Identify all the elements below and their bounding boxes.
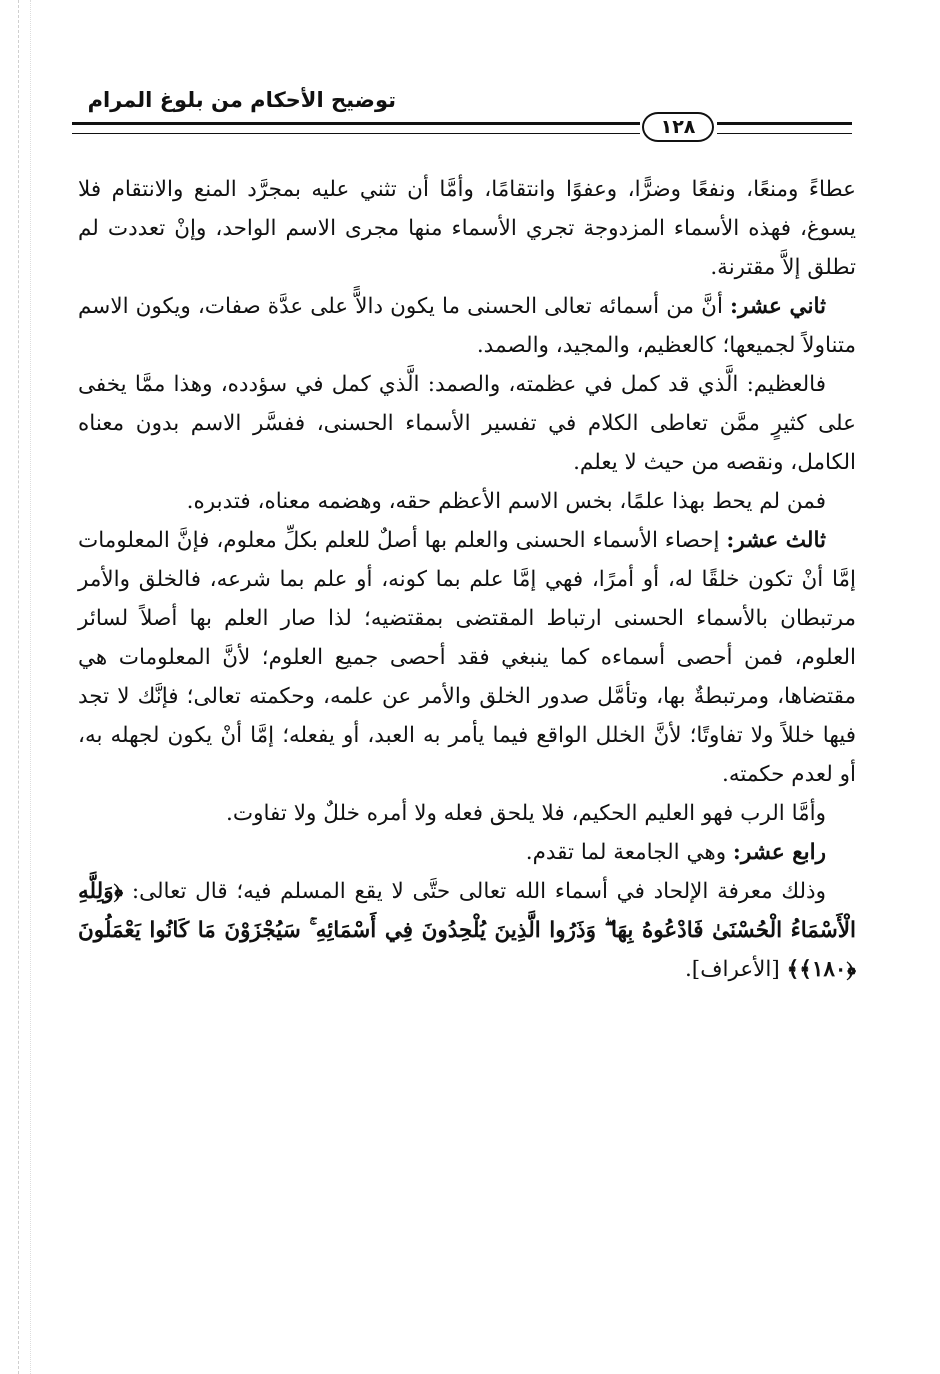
paragraph-lord [78,794,856,833]
page-header [72,84,852,144]
header-rule-right [717,122,852,134]
page-body [78,170,856,989]
book-title: توضيح الأحكام من بلوغ المرام [87,88,396,112]
paragraph-azim [78,365,856,482]
quran-verse: ﴿وَلِلَّهِ الْأَسْمَاءُ الْحُسْنَىٰ فَادْعُوهُ بِهَا ۖ وَذَرُوا الَّذِينَ يُلْحِدُونَ فِي أَسْمَائِهِ ۚ سَيُجْزَوْنَ مَا كَانُوا يَعْمَلُونَ ﴿١٨٠﴾﴾ [78,879,856,982]
paragraph-text: فالعظيم: الَّذي قد كمل في عظمته، والصمد: الَّذي كمل في سؤدده، وهذا ممَّا يخفى على كثيرٍ ممَّن تعاطى الكلام في تفسير الأسماء الحسنى، ففسَّر الاسم بدون معناه الكامل، ونقصه من حيث لا يعلم. [78,372,856,475]
header-rule-left [72,122,640,134]
paragraph-text: عطاءً ومنعًا، ونفعًا وضرًّا، وعفوًا وانتقامًا، وأمَّا أن تثني عليه بمجرَّد المنع والانتقام فلا يسوغ، فهذه الأسماء المزدوجة تجري الأسماء منها مجرى الاسم الواحد، وإنْ تعددت لم تطلق إلاَّ مقترنة. [78,177,856,280]
paragraph-text: أنَّ من أسمائه تعالى الحسنى ما يكون دالاًّ على عدَّة صفات، ويكون الاسم متناولاً لجميعها؛ كالعظيم، والمجيد، والصمد. [78,294,856,358]
paragraph-text: إحصاء الأسماء الحسنى والعلم بها أصلٌ للعلم بكلِّ معلوم، فإنَّ المعلومات إمَّا أنْ تكون خلقًا له، أو أمرًا، فهي إمَّا علم بما كونه، أو علم بما شرعه، فالخلق والأمر مرتبطان بالأسماء الحسنى ارتباط المقتضى بمقتضيه؛ لذا صار العلم بها أصلاً لسائر العلوم، فمن أحصى أسماءه كما ينبغي فقد أحصى جميع العلوم؛ لأنَّ المعلومات هي مقتضاها، ومرتبطةٌ بها، وتأمَّل صدور الخلق والأمر عن علمه، وحكمته تعالى؛ فإنَّك لا تجد فيها خللاً ولا تفاوتًا؛ لأنَّ الخلل الواقع فيما يأمر به العبد، أو يفعله؛ إمَّا أنْ يكون لجهله به، أو لعدم حكمته. [78,528,856,787]
paragraph-thirteenth [78,521,856,794]
paragraph-text: فمن لم يحط بهذا علمًا، بخس الاسم الأعظم حقه، وهضمه معناه، فتدبره. [186,489,826,514]
paragraph-text: وهي الجامعة لما تقدم. [525,840,733,865]
paragraph-text: وذلك معرفة الإلحاد في أسماء الله تعالى حتَّى لا يقع المسلم فيه؛ قال تعالى: [123,879,826,904]
paragraph-text: وأمَّا الرب فهو العليم الحكيم، فلا يلحق فعله ولا أمره خللٌ ولا تفاوت. [226,801,826,826]
paragraph-continuation [78,170,856,287]
page-number: ١٢٨ [642,112,714,142]
binding-guide-line [18,0,19,1374]
paragraph-ilhad [78,872,856,989]
section-heading-thirteenth: ثالث عشر: [726,528,826,553]
section-heading-fourteenth: رابع عشر: [732,840,826,865]
paragraph-fourteenth [78,833,856,872]
paragraph-twelfth [78,287,856,365]
verse-reference: [الأعراف]. [684,957,787,982]
paragraph-knowledge [78,482,856,521]
binding-guide-line-inner [30,0,31,1374]
section-heading-twelfth: ثاني عشر: [730,294,826,319]
